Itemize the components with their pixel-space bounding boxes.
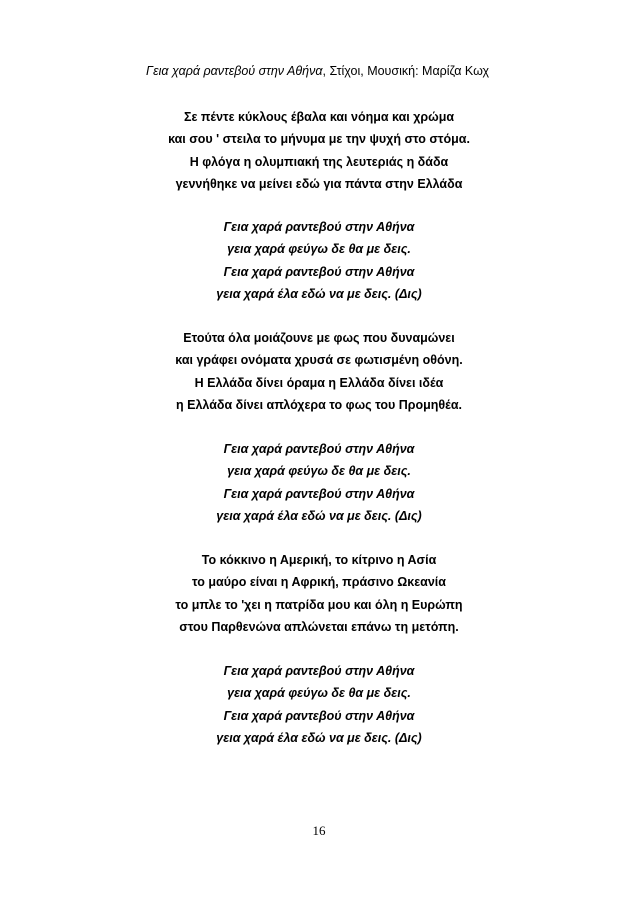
verse-2 [0, 327, 638, 416]
chorus-line: γεια χαρά φεύγω δε θα με δεις. [227, 686, 411, 701]
verse-3 [0, 549, 638, 638]
chorus-line: γεια χαρά έλα εδώ να με δεις. (Δις) [216, 508, 422, 523]
chorus-line: γεια χαρά έλα εδώ να με δεις. (Δις) [216, 286, 422, 301]
chorus-line: γεια χαρά φεύγω δε θα με δεις. [227, 464, 411, 479]
chorus-line: Γεια χαρά ραντεβού στην Αθήνα [223, 264, 415, 279]
song-title: Γεια χαρά ραντεβού στην Αθήνα [146, 64, 323, 78]
verse-line: Η Ελλάδα δίνει όραμα η Ελλάδα δίνει ιδέα [194, 375, 444, 390]
verse-line: Σε πέντε κύκλους έβαλα και νόημα και χρώμα [183, 110, 455, 124]
page-number: 16 [312, 823, 326, 838]
chorus-line: Γεια χαρά ραντεβού στην Αθήνα [223, 486, 415, 501]
chorus-2 [0, 438, 638, 527]
verse-line: η Ελλάδα δίνει απλόχερα το φως του Προμηθέα. [176, 397, 462, 412]
verse-line: Ετούτα όλα μοιάζουνε με φως που δυναμώνει [183, 331, 455, 345]
chorus-1 [0, 216, 638, 305]
verse-line: γεννήθηκε να μείνει εδώ για πάντα στην Ελλάδα [175, 176, 463, 191]
song-credits: , Στίχοι, Μουσική: Μαρίζα Κωχ [322, 64, 490, 78]
verse-line: Το κόκκινο η Αμερική, το κίτρινο η Ασία [201, 553, 437, 567]
verse-line: το μπλε το 'χει η πατρίδα μου και όλη η Ευρώπη [175, 597, 463, 612]
document-header [146, 64, 489, 78]
chorus-line: Γεια χαρά ραντεβού στην Αθήνα [223, 708, 415, 723]
chorus-line: Γεια χαρά ραντεβού στην Αθήνα [223, 220, 415, 234]
chorus-line: γεια χαρά φεύγω δε θα με δεις. [227, 242, 411, 257]
verse-line: στου Παρθενώνα απλώνεται επάνω τη μετόπη. [179, 619, 459, 634]
chorus-line: Γεια χαρά ραντεβού στην Αθήνα [223, 664, 415, 678]
verse-line: και σου ' στειλα το μήνυμα με την ψυχή στο στόμα. [168, 132, 470, 147]
verse-line: και γράφει ονόματα χρυσά σε φωτισμένη οθόνη. [175, 353, 463, 368]
verse-line: το μαύρο είναι η Αφρική, πράσινο Ωκεανία [192, 575, 446, 590]
verse-line: Η φλόγα η ολυμπιακή της λευτεριάς η δάδα [189, 154, 449, 169]
chorus-line: Γεια χαρά ραντεβού στην Αθήνα [223, 442, 415, 456]
chorus-3 [0, 660, 638, 749]
chorus-line: γεια χαρά έλα εδώ να με δεις. (Δις) [216, 730, 422, 745]
verse-1 [0, 106, 638, 195]
